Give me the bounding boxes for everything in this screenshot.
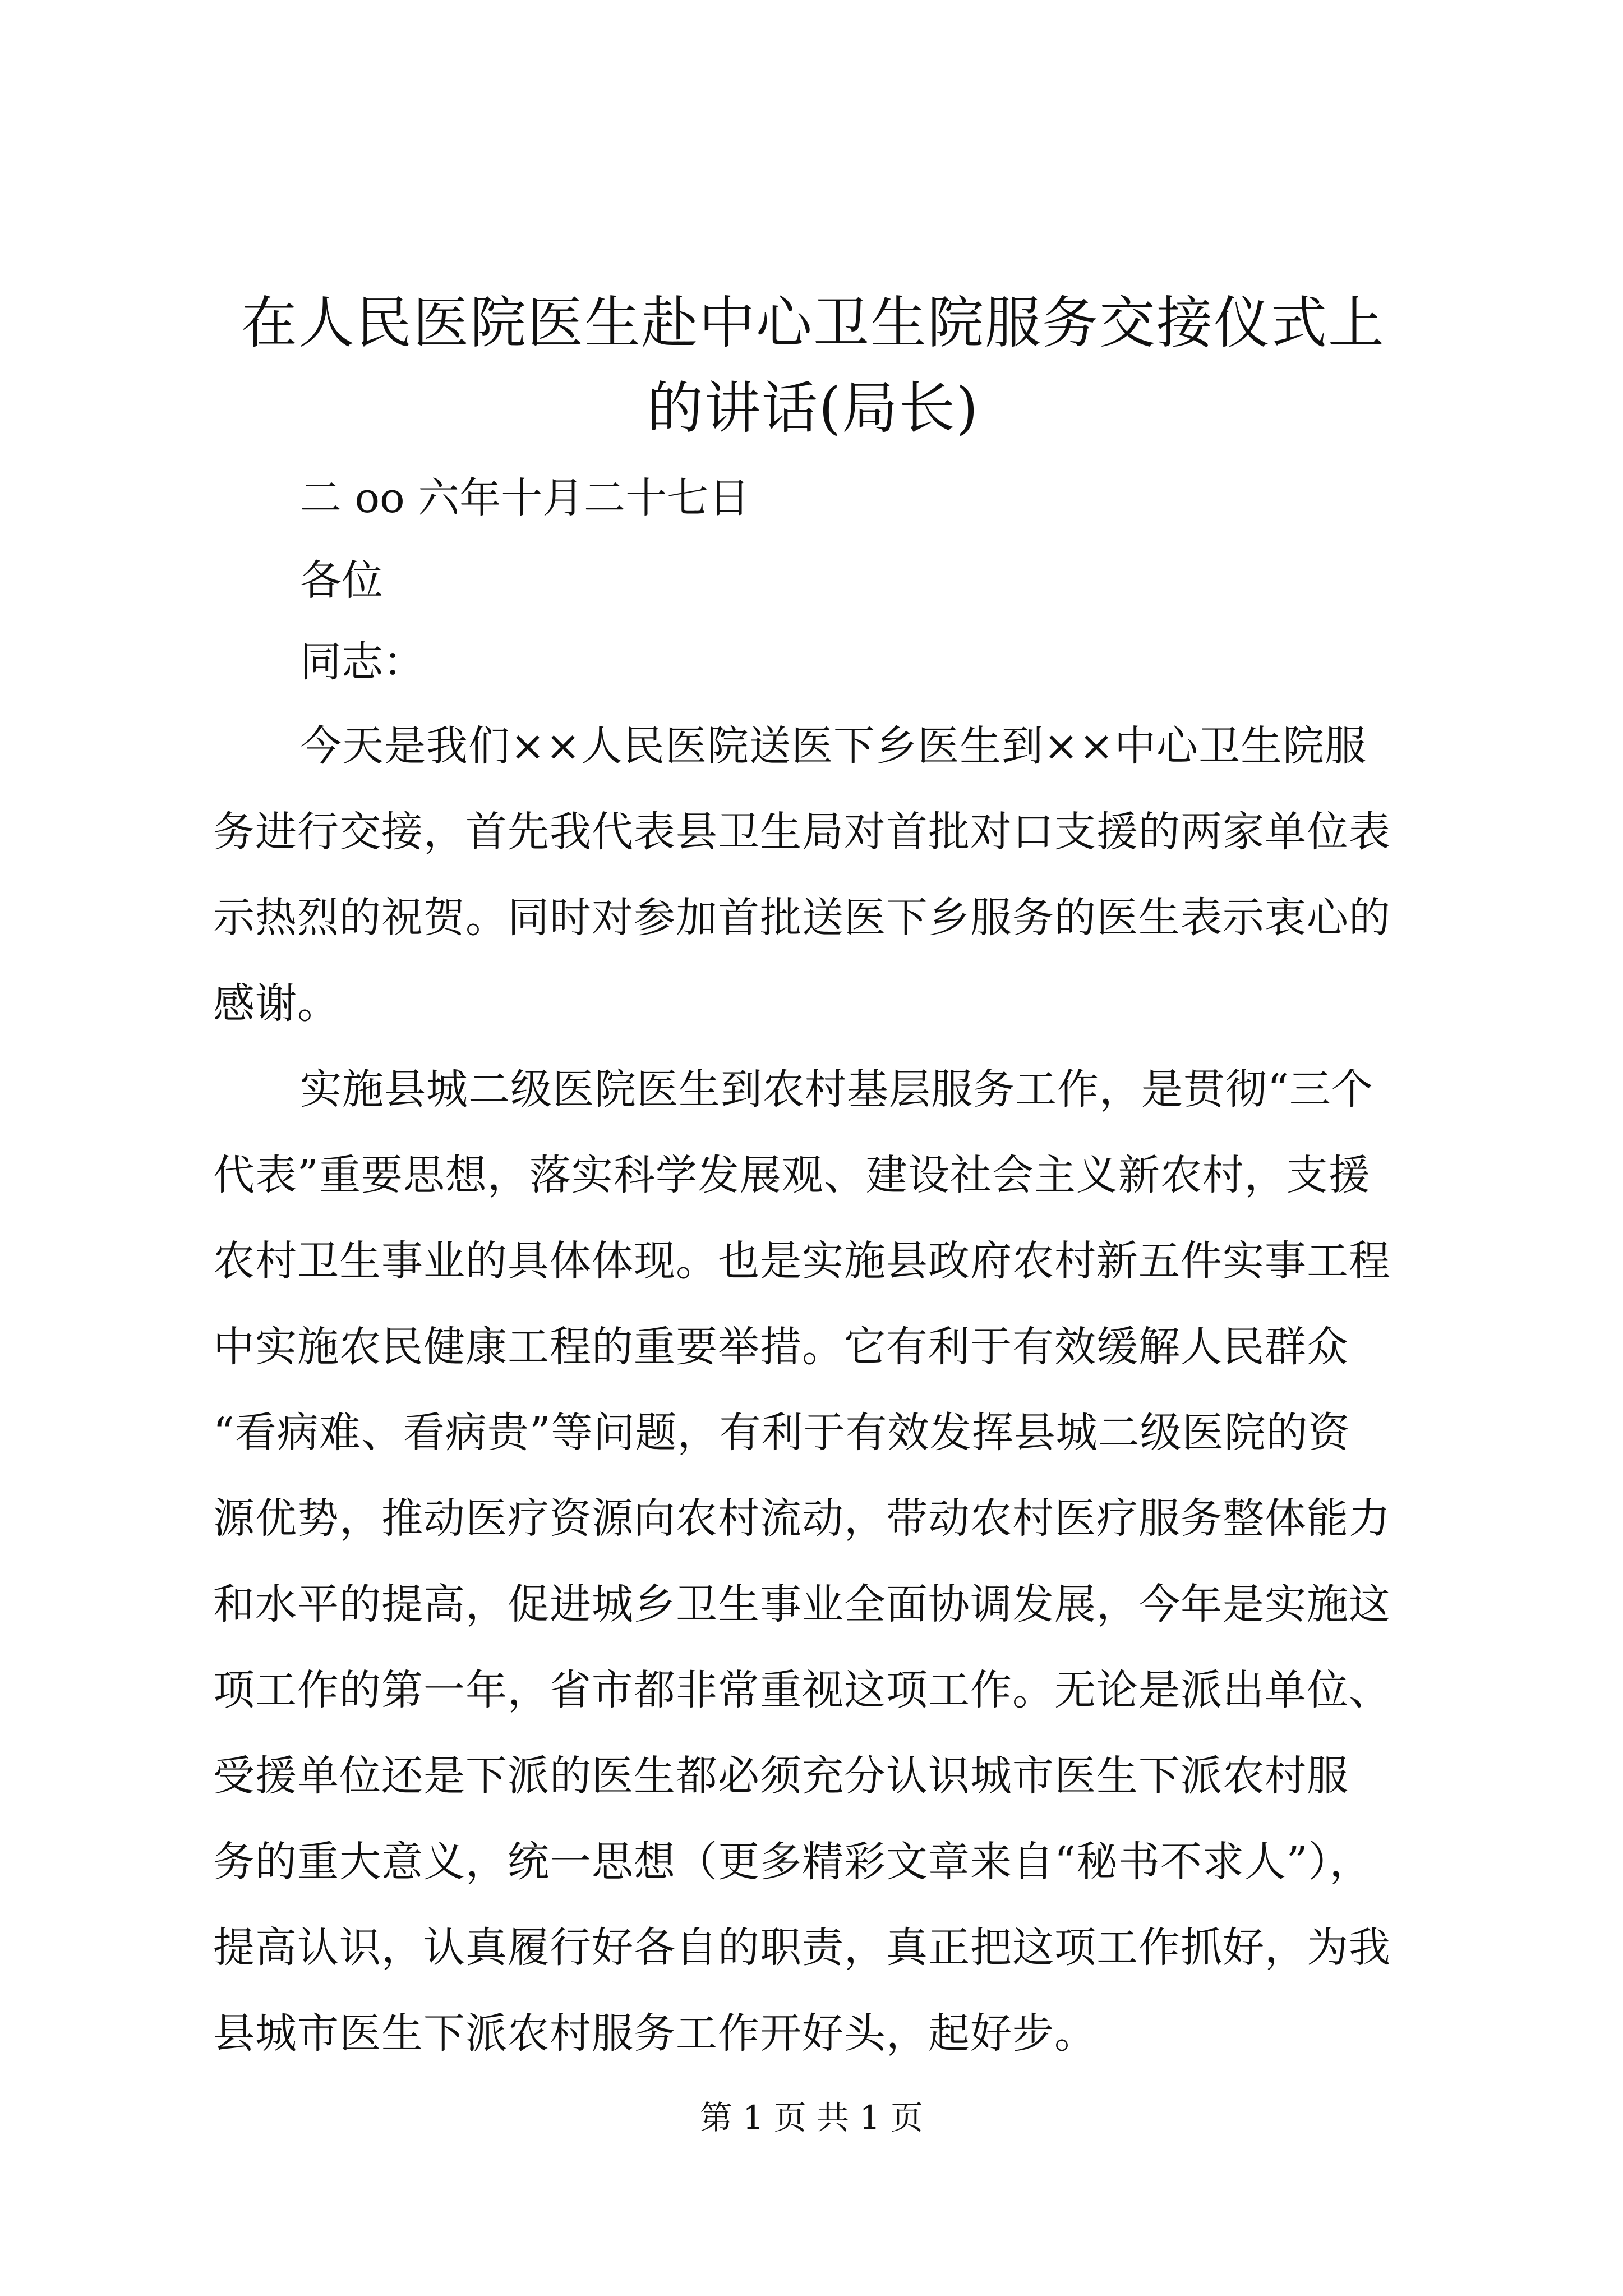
paragraph-2-line: 和水平的提高，促进城乡卫生事业全面协调发展，今年是实施这	[213, 1580, 1391, 1628]
document-title	[213, 280, 1413, 451]
title-line-1: 在人民医院医生赴中心卫生院服务交接仪式上	[241, 290, 1385, 356]
paragraph-1-line: 感谢。	[213, 979, 339, 1028]
paragraph-2-line: 县城市医生下派农村服务工作开好头，起好步。	[213, 2009, 1096, 2058]
paragraph-2-line: 中实施农民健康工程的重要举措。它有利于有效缓解人民群众	[213, 1323, 1349, 1371]
paragraph-2	[213, 1047, 1424, 2077]
paragraph-2-line: 务的重大意义，统一思想（更多精彩文章来自“秘书不求人”），	[213, 1838, 1372, 1886]
paragraph-2-line: 农村卫生事业的具体体现。也是实施县政府农村新五件实事工程	[213, 1237, 1391, 1285]
paragraph-1-line: 示热烈的祝贺。同时对参加首批送医下乡服务的医生表示衷心的	[213, 894, 1391, 942]
paragraph-2-line: 代表”重要思想，落实科学发展观、建设社会主义新农村，支援	[213, 1151, 1371, 1199]
salutation-line-2: 同志：	[300, 638, 425, 686]
paragraph-1-line: 务进行交接，首先我代表县卫生局对首批对口支援的两家单位表	[213, 808, 1391, 856]
paragraph-2-line: “看病难、看病贵”等问题，有利于有效发挥县城二级医院的资	[213, 1409, 1350, 1457]
paragraph-2-line: 提高认识，认真履行好各自的职责，真正把这项工作抓好，为我	[213, 1924, 1391, 1972]
paragraph-1	[213, 703, 1424, 1047]
paragraph-2-line: 受援单位还是下派的医生都必须充分认识城市医生下派农村服	[213, 1752, 1349, 1800]
paragraph-2-line: 实施县城二级医院医生到农村基层服务工作，是贯彻“三个	[300, 1065, 1373, 1114]
paragraph-1-line: 今天是我们××人民医院送医下乡医生到××中心卫生院服	[300, 722, 1367, 770]
paragraph-2-line: 源优势，推动医疗资源向农村流动，带动农村医疗服务整体能力	[213, 1494, 1391, 1543]
salutation-line-1: 各位	[300, 556, 383, 605]
paragraph-2-line: 项工作的第一年，省市都非常重视这项工作。无论是派出单位、	[213, 1666, 1391, 1714]
title-line-2: 的讲话(局长)	[647, 375, 980, 441]
document-date: 二 oo 六年十月二十七日	[300, 474, 750, 522]
page-footer: 第 1 页 共 1 页	[700, 2099, 923, 2137]
